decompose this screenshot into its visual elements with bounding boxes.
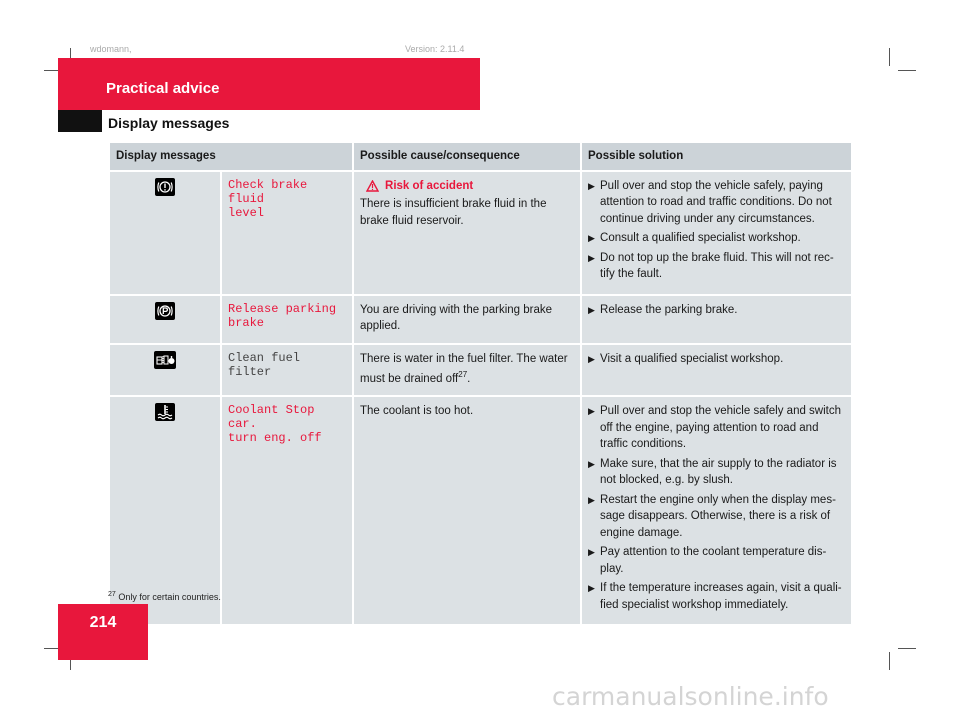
icon-cell [110, 345, 220, 396]
section-tab [58, 110, 102, 132]
cause-text: The coolant is too hot. [360, 405, 474, 418]
footnote-number: 27 [108, 591, 116, 598]
icon-cell [110, 172, 220, 294]
footnote-text: Only for certain countries. [118, 592, 221, 602]
section-title: Practical advice [106, 80, 220, 97]
arrow-icon: ▶ [588, 233, 595, 243]
page-title: Display messages [108, 115, 230, 131]
solution-list [588, 351, 845, 368]
solution-item [588, 250, 845, 283]
parking-brake-icon [155, 302, 175, 320]
message-cell [222, 296, 352, 343]
watermark: carmanualsonline.info [552, 682, 829, 711]
icon-cell [110, 296, 220, 343]
running-head-right: Version: 2.11.4 [405, 44, 465, 54]
coolant-temperature-icon [155, 403, 175, 421]
solution-text: Visit a qualified specialist workshop. [600, 352, 784, 365]
display-messages-table [108, 141, 853, 626]
crop-mark [898, 648, 916, 649]
table-header-row [110, 143, 851, 170]
column-header-display-messages: Display messages [110, 143, 352, 170]
solution-text: Pull over and stop the vehicle safely and switch off the engine, paying attention to road and traffic conditions. [600, 405, 842, 451]
column-header-solution: Possible solution [582, 143, 851, 170]
page-number-block [58, 604, 148, 660]
table-row [110, 397, 851, 624]
solution-list [588, 178, 845, 283]
cause-text: There is water in the fuel filter. The water must be drained off [360, 352, 568, 385]
display-message-text: Release parking brake [228, 301, 337, 330]
footnote-ref: 27 [458, 370, 468, 379]
arrow-icon: ▶ [588, 583, 595, 594]
table-row [110, 345, 851, 396]
warning-title: Risk of accident [385, 179, 474, 192]
column-header-cause: Possible cause/consequence [354, 143, 580, 170]
crop-mark [898, 70, 916, 71]
page-number: 214 [89, 614, 117, 631]
crop-mark [889, 652, 890, 670]
cause-cell [354, 172, 580, 294]
solution-text: Consult a qualified specialist workshop. [600, 232, 801, 244]
arrow-icon: ▶ [588, 406, 595, 417]
display-message-text: Coolant Stop car. turn eng. off [228, 403, 322, 446]
solution-item [588, 580, 845, 613]
table-row [110, 172, 851, 294]
solution-cell [582, 296, 851, 343]
solution-text: Release the parking brake. [600, 303, 738, 316]
solution-item [588, 230, 845, 247]
message-cell [222, 345, 352, 396]
solution-list [588, 403, 845, 613]
arrow-icon: ▶ [588, 494, 595, 505]
fuel-filter-icon [154, 351, 176, 369]
solution-text: Make sure, that the air supply to the radiator is not blocked, e.g. by slush. [600, 457, 837, 487]
warning-heading [366, 178, 574, 195]
message-cell [222, 172, 352, 294]
cause-cell [354, 397, 580, 624]
solution-item [588, 302, 845, 319]
solution-list [588, 302, 845, 319]
cause-cell: There is water in the fuel filter. The water must be drained off$^{27}$. [354, 345, 580, 396]
solution-item [588, 492, 845, 542]
arrow-icon: ▶ [588, 547, 595, 558]
solution-cell [582, 345, 851, 396]
arrow-icon: ▶ [588, 252, 595, 263]
arrow-icon: ▶ [588, 180, 595, 191]
running-head-left: wdomann, [90, 44, 132, 54]
solution-cell [582, 172, 851, 294]
arrow-icon: ▶ [588, 353, 595, 364]
solution-text: Do not top up the brake fluid. This will not rec-tify the fault. [600, 251, 834, 280]
solution-item [588, 403, 845, 453]
solution-item [588, 178, 845, 228]
arrow-icon: ▶ [588, 458, 595, 469]
solution-item [588, 351, 845, 368]
solution-text: Restart the engine only when the display mes-sage disappears. Otherwise, there is a risk of engine damage. [600, 493, 836, 539]
display-message-text: Check brake fluid level [228, 177, 308, 220]
solution-cell [582, 397, 851, 624]
solution-item [588, 456, 845, 489]
table-row [110, 296, 851, 343]
display-message-text: Clean fuel filter [228, 350, 301, 379]
message-cell [222, 397, 352, 624]
cause-cell [354, 296, 580, 343]
cause-text: There is insufficient brake fluid in the brake fluid reservoir. [360, 198, 547, 227]
solution-text: Pull over and stop the vehicle safely, paying attention to road and traffic conditions. Do not continue driving under any circumstances. [600, 179, 832, 225]
crop-mark [889, 48, 890, 66]
cause-text: You are driving with the parking brake applied. [360, 303, 553, 332]
solution-item [588, 544, 845, 577]
solution-text: Pay attention to the coolant temperature dis-play. [600, 546, 827, 575]
brake-warning-icon [155, 178, 175, 196]
footnote [108, 591, 221, 602]
arrow-icon: ▶ [588, 304, 595, 315]
solution-text: If the temperature increases again, visit a quali-fied specialist workshop immediately. [600, 582, 842, 611]
warning-triangle-icon [366, 180, 379, 192]
